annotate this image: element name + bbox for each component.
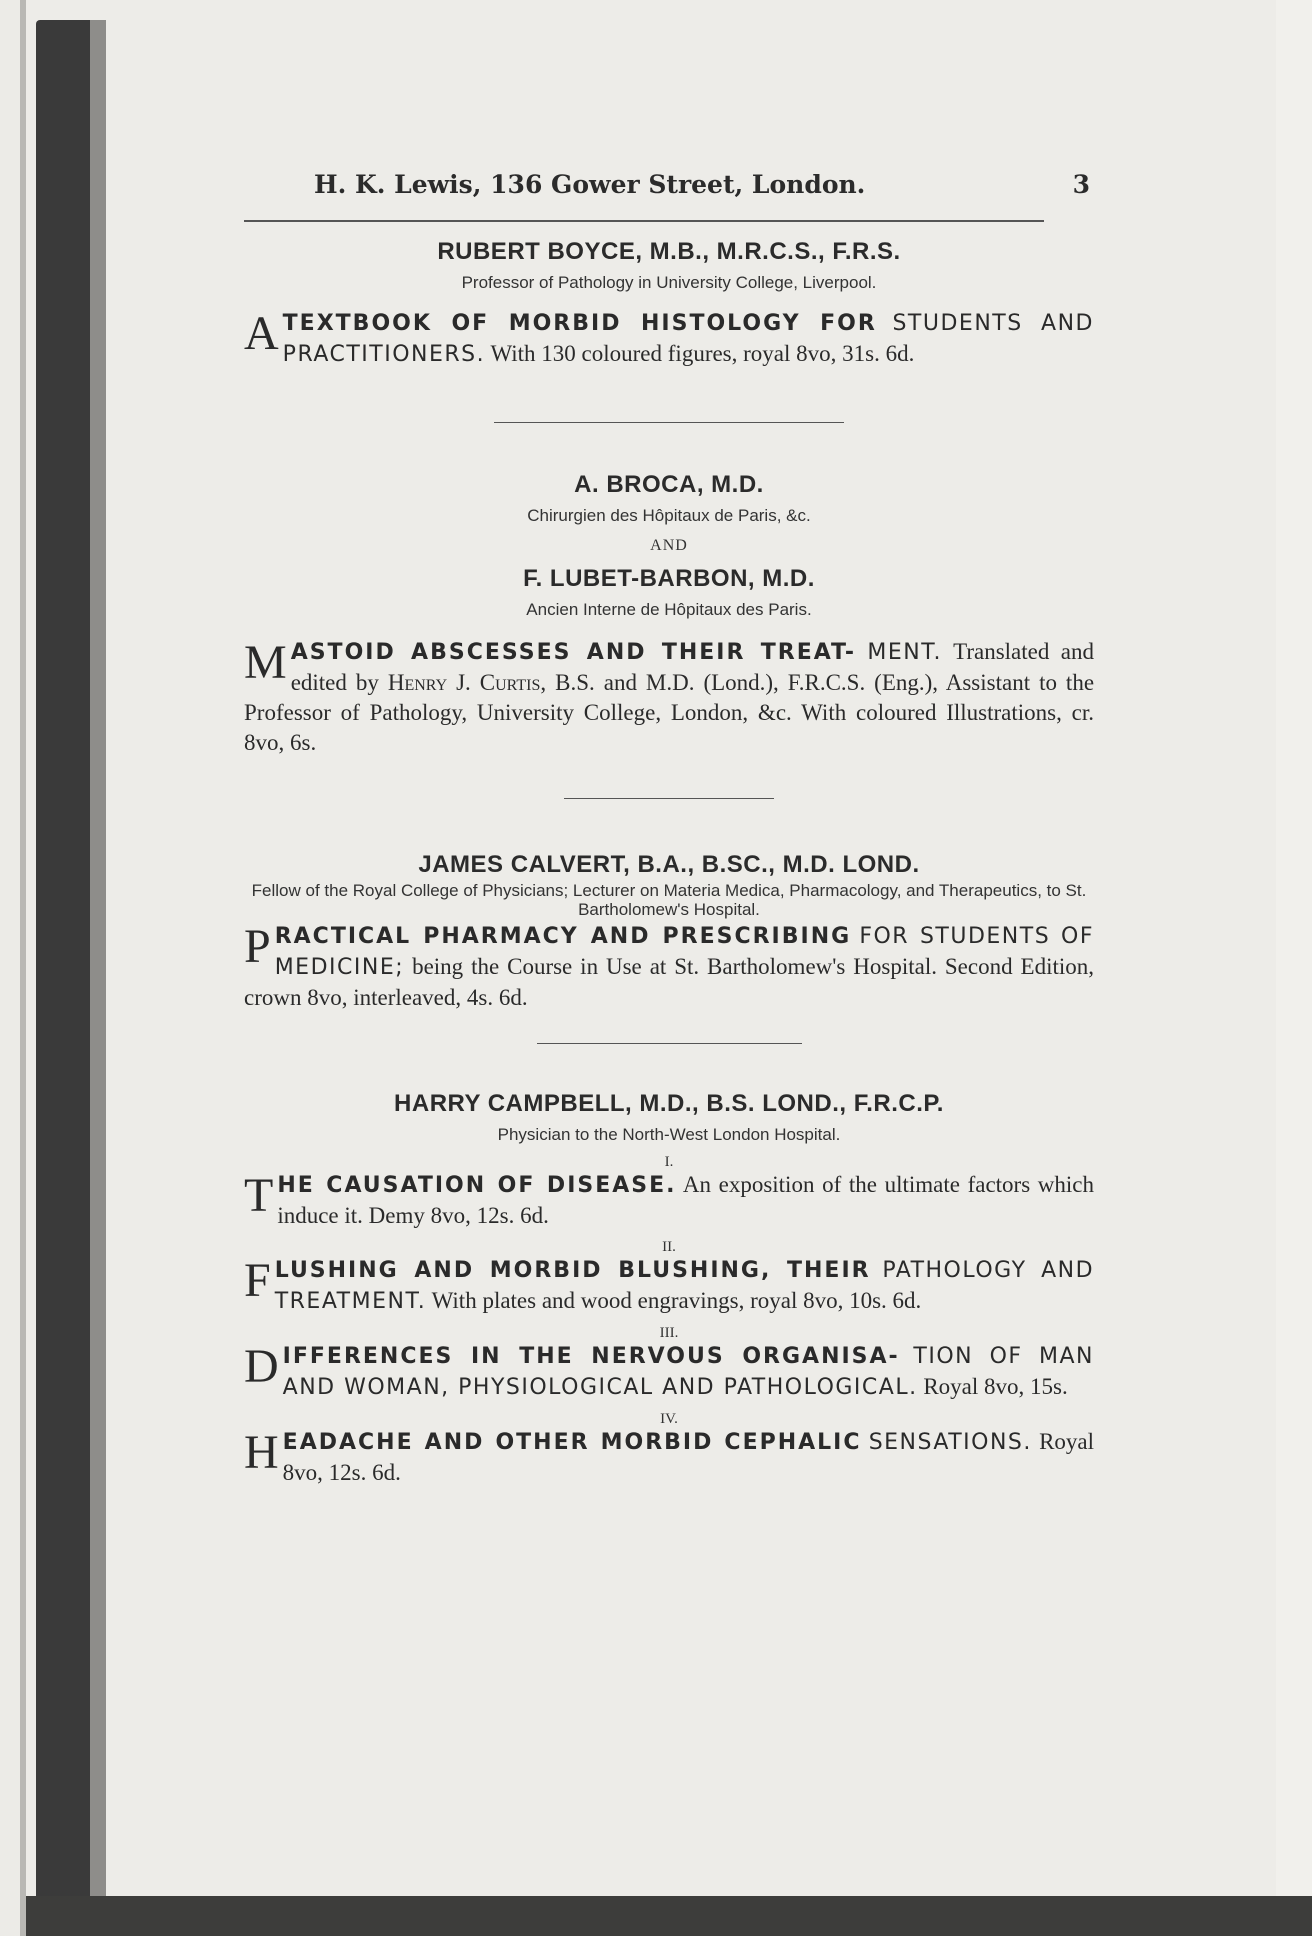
- right-margin: [1276, 0, 1312, 1936]
- book-title-cont: MENT.: [867, 640, 943, 665]
- drop-cap: D: [244, 1340, 279, 1393]
- book-title-cont: STUDENTS AND PRACTITIONERS.: [282, 311, 1095, 367]
- author-affiliation: Ancien Interne de Hôpitaux des Paris.: [526, 600, 812, 619]
- book-numeral: I.: [664, 1154, 674, 1170]
- book-title-cont: PATHOLOGY AND TREATMENT.: [274, 1258, 1095, 1314]
- section-divider: [564, 798, 774, 799]
- book-spine-shadow: [90, 20, 106, 1900]
- drop-cap: T: [244, 1169, 274, 1222]
- book-title: EADACHE AND OTHER MORBID CEPHALIC: [282, 1430, 862, 1455]
- book-listing: [244, 1255, 1094, 1317]
- author-name: JAMES CALVERT, B.A., B.SC., M.D. LOND.: [418, 851, 920, 878]
- book-title: IFFERENCES IN THE NERVOUS ORGANISA-: [282, 1344, 900, 1369]
- author-affiliation: Fellow of the Royal College of Physicians; Lecturer on Materia Medica, Pharmacology, and Therapeutics, to St. Bartholomew's Hospital.: [251, 881, 1087, 919]
- header-title: H. K. Lewis, 136 Gower Street, London.: [314, 170, 866, 199]
- book-title: ASTOID ABSCESSES AND THEIR TREAT-: [290, 640, 856, 665]
- entry-campbell: [244, 1090, 1094, 1488]
- book-listing: [244, 1341, 1094, 1403]
- book-listing: [244, 1170, 1094, 1231]
- book-title: LUSHING AND MORBID BLUSHING, THEIR: [274, 1258, 871, 1283]
- page-gutter: [0, 0, 20, 1936]
- book-details: Royal 8vo, 15s.: [923, 1374, 1068, 1399]
- author-affiliation: Chirurgien des Hôpitaux de Paris, &c.: [527, 506, 811, 525]
- page-number: 3: [1072, 170, 1090, 199]
- drop-cap: F: [244, 1254, 271, 1307]
- header-rule: [244, 220, 1044, 222]
- book-details: Royal 8vo, 12s. 6d.: [282, 1429, 1095, 1485]
- book-details-cont: B.S. and M.D. (Lond.), F.R.C.S. (Eng.), Assistant to the Professor of Pathology, University College, London, &c. With coloured Illustrations, cr. 8vo, 6s.: [244, 670, 1095, 755]
- drop-cap: M: [244, 636, 287, 689]
- drop-cap: P: [244, 920, 271, 973]
- and-separator: AND: [650, 537, 688, 554]
- book-details: Translated and edited by: [290, 639, 1094, 695]
- drop-cap: H: [244, 1426, 279, 1479]
- entry-boyce: [244, 238, 1094, 370]
- book-details: being the Course in Use at St. Bartholomew's Hospital. Second Edition, crown 8vo, interleaved, 4s. 6d.: [244, 954, 1094, 1010]
- book-numeral: II.: [662, 1239, 676, 1255]
- section-divider: [494, 422, 844, 423]
- book-title-cont: SENSATIONS.: [868, 1430, 1032, 1455]
- bottom-edge: [26, 1896, 1312, 1936]
- book-title: HE CAUSATION OF DISEASE.: [277, 1173, 677, 1198]
- book-title: TEXTBOOK OF MORBID HISTOLOGY FOR: [282, 311, 877, 336]
- page-content: [244, 170, 1094, 1488]
- drop-cap: A: [244, 307, 279, 360]
- book-details: With 130 coloured figures, royal 8vo, 31s. 6d.: [490, 341, 915, 366]
- book-numeral: III.: [659, 1325, 679, 1341]
- book-listing: [244, 308, 1094, 370]
- author-name: HARRY CAMPBELL, M.D., B.S. LOND., F.R.C.P.: [394, 1090, 944, 1117]
- running-header: [244, 170, 1094, 214]
- author-name: RUBERT BOYCE, M.B., M.R.C.S., F.R.S.: [437, 238, 901, 265]
- book-details: With plates and wood engravings, royal 8vo, 10s. 6d.: [431, 1288, 922, 1313]
- entry-calvert: [244, 851, 1094, 1013]
- author-name: A. BROCA, M.D.: [574, 471, 764, 498]
- entry-broca: [244, 471, 1094, 758]
- book-title-cont: FOR STUDENTS OF MEDICINE;: [274, 924, 1095, 980]
- book-listing: [244, 637, 1094, 758]
- book-editor: Henry J. Curtis,: [387, 670, 547, 695]
- section-divider: [537, 1043, 802, 1044]
- author-affiliation: Professor of Pathology in University College, Liverpool.: [461, 273, 877, 292]
- book-numeral: IV.: [660, 1411, 678, 1427]
- book-title: RACTICAL PHARMACY AND PRESCRIBING: [274, 924, 852, 949]
- book-details: An exposition of the ultimate factors which induce it. Demy 8vo, 12s. 6d.: [277, 1172, 1094, 1228]
- book-title-cont: TION OF MAN AND WOMAN, PHYSIOLOGICAL AND PATHOLOGICAL.: [282, 1344, 1095, 1400]
- author-name: F. LUBET-BARBON, M.D.: [523, 565, 815, 592]
- author-affiliation: Physician to the North-West London Hospital.: [497, 1125, 841, 1144]
- book-listing: [244, 921, 1094, 1013]
- book-listing: [244, 1427, 1094, 1488]
